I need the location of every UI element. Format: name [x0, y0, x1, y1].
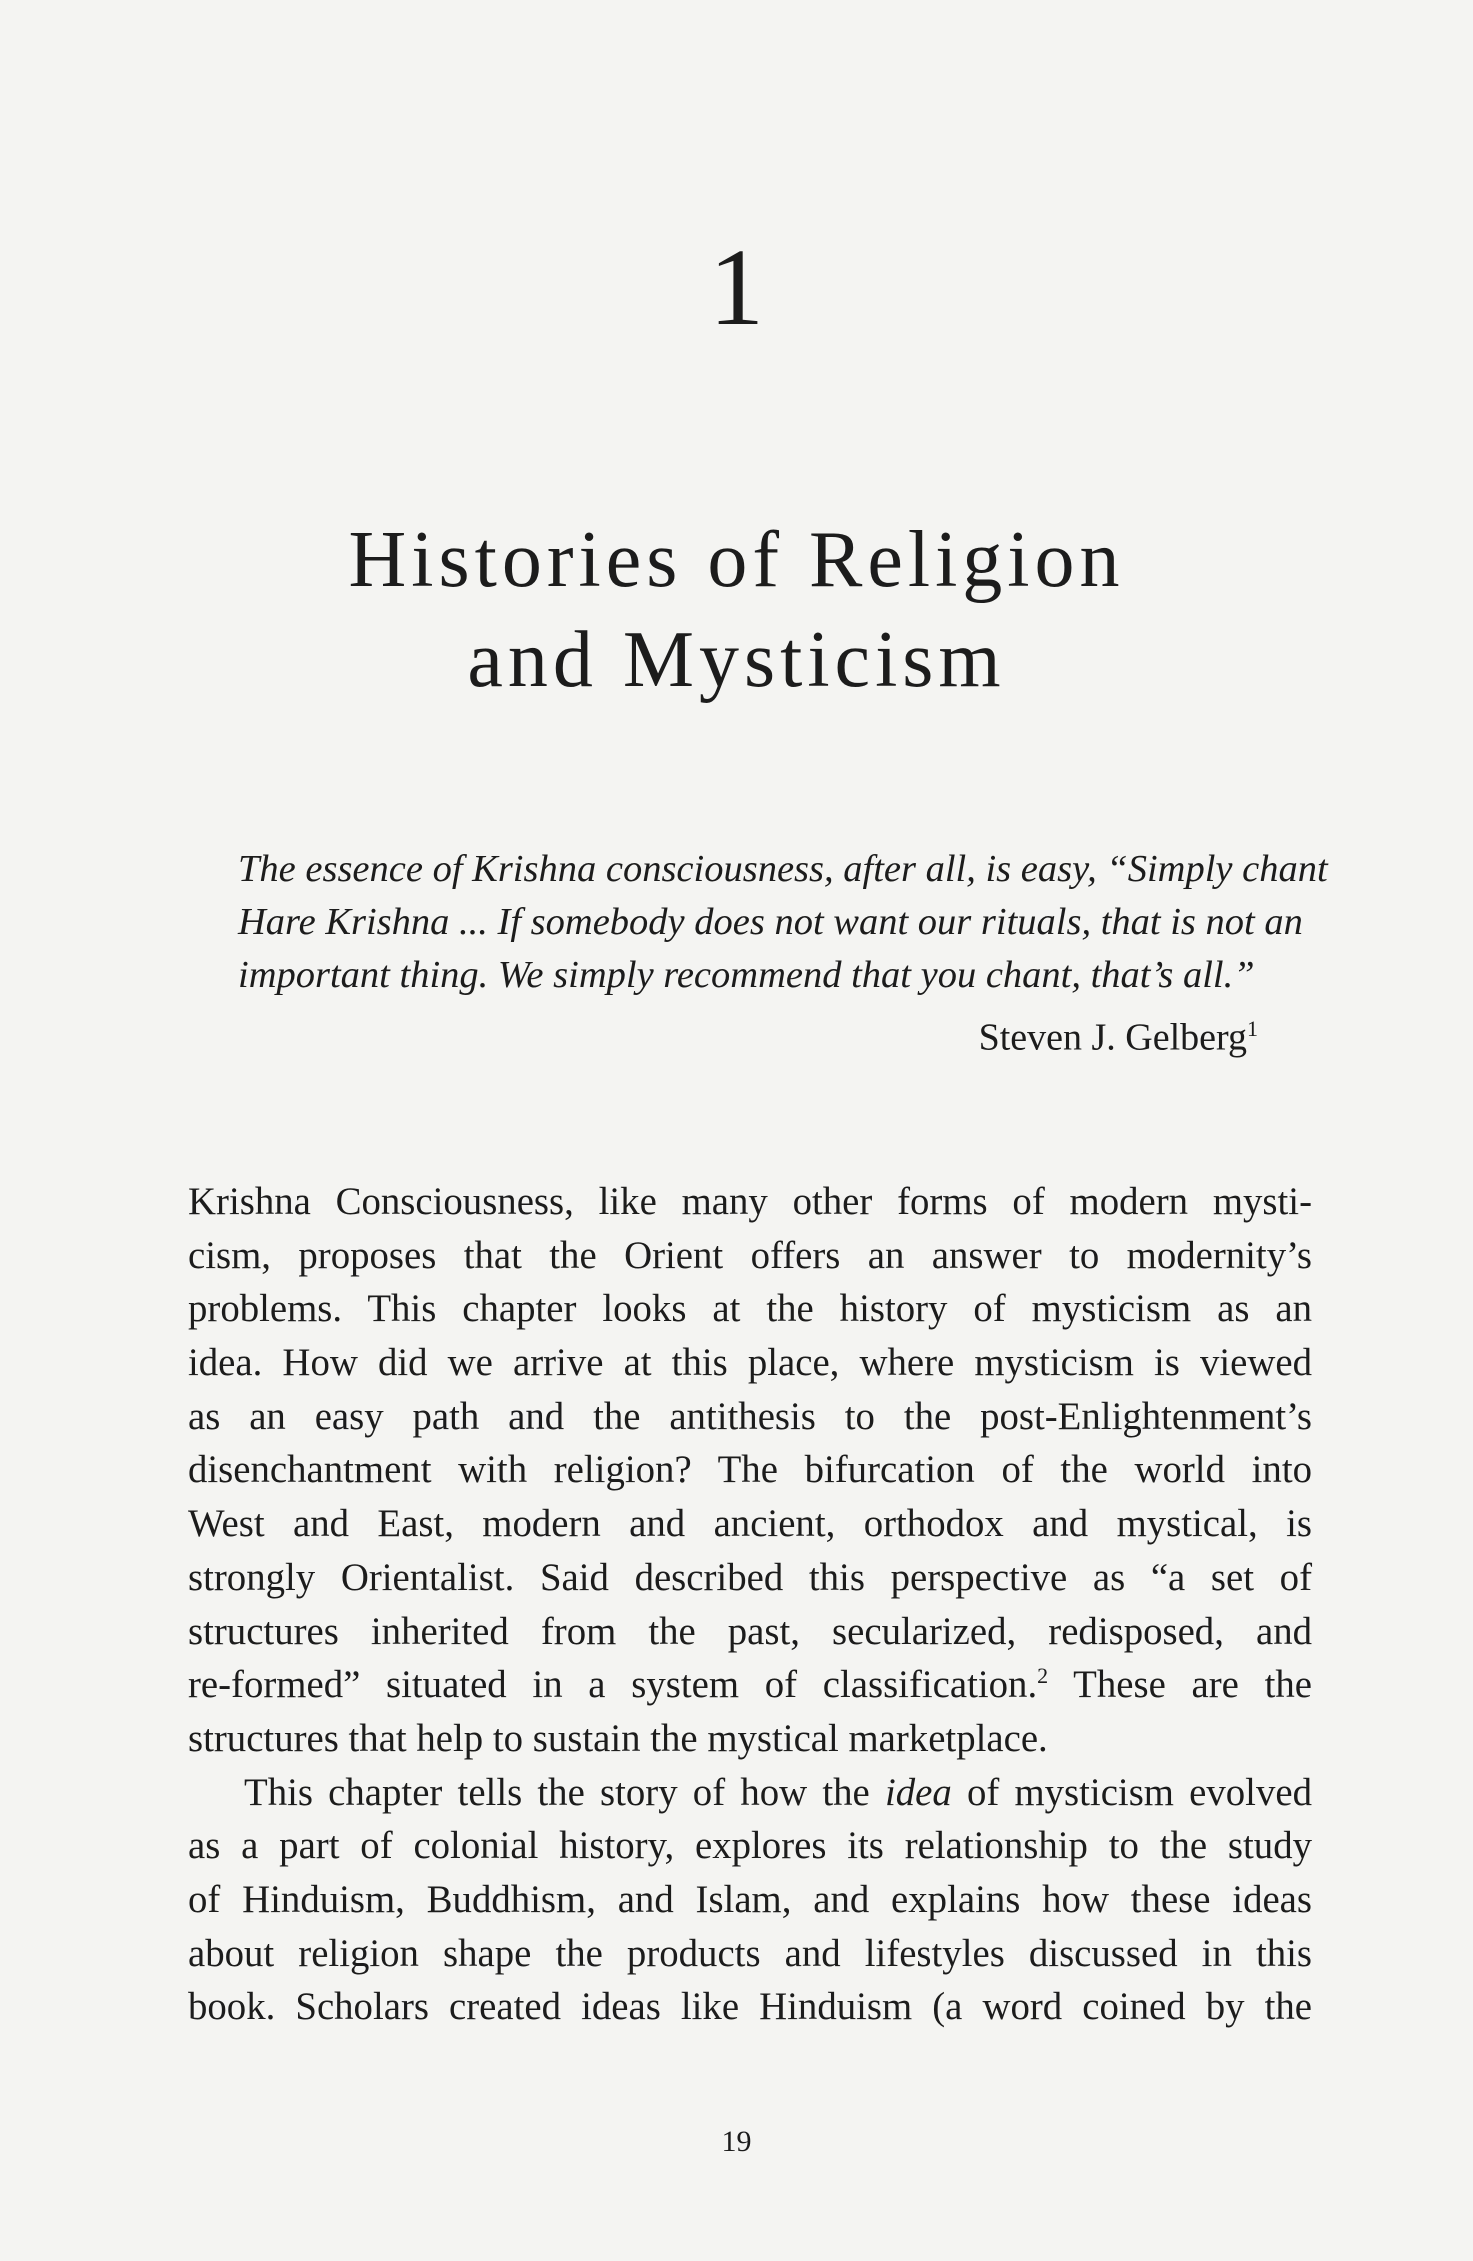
body-text — [188, 1175, 1312, 2034]
epigraph-line: The essence of Krishna consciousness, after all, is easy, “Simply chant — [238, 848, 1328, 890]
paragraph-line: as a part of colonial history, explores its relationship to the study — [188, 1824, 1312, 1868]
paragraph-line: Krishna Consciousness, like many other forms of modern mysti- — [188, 1180, 1312, 1223]
page-number: 19 — [721, 2125, 752, 2158]
paragraph-line — [188, 1766, 1312, 1820]
paragraph-line: book. Scholars created ideas like Hinduism (a word coined by the — [188, 1985, 1312, 2029]
chapter-title — [0, 510, 1473, 710]
epigraph-attribution — [240, 1002, 1258, 1065]
paragraph-line: disenchantment with religion? The bifurcation of the world into — [188, 1448, 1312, 1492]
paragraph-line: about religion shape the products and lifestyles discussed in this — [188, 1931, 1312, 1975]
epigraph-quote — [238, 843, 1328, 1002]
line-text: of mysticism evolved — [951, 1770, 1312, 1814]
paragraph-line: of Hinduism, Buddhism, and Islam, and explains how these ideas — [188, 1877, 1312, 1921]
paragraph-line: structures that help to sustain the mystical marketplace. — [188, 1716, 1048, 1760]
footnote-marker[interactable]: 1 — [1247, 1016, 1258, 1041]
paragraph-line: as an easy path and the antithesis to the post-Enlightenment’s — [188, 1394, 1312, 1438]
emphasis-text: idea — [884, 1770, 952, 1814]
paragraph-line: strongly Orientalist. Said described this perspective as “a set of — [188, 1555, 1312, 1599]
chapter-title-line-1: Histories of Religion — [348, 516, 1125, 604]
paragraph-line: West and East, modern and ancient, orthodox and mystical, is — [188, 1502, 1312, 1546]
line-text: These are the — [1048, 1663, 1312, 1707]
paragraph-line: cism, proposes that the Orient offers an answer to modernity’s — [188, 1233, 1312, 1277]
line-text: This chapter tells the story of how the — [244, 1770, 885, 1814]
line-text: re-formed” situated in a system of classification. — [188, 1663, 1038, 1707]
paragraph-line — [188, 1658, 1312, 1712]
paragraph-line: structures inherited from the past, secularized, redisposed, and — [188, 1609, 1312, 1653]
paragraph-line: problems. This chapter looks at the history of mysticism as an — [188, 1287, 1312, 1331]
attribution-author: Steven J. Gelberg — [978, 1016, 1247, 1059]
epigraph-line: Hare Krishna ... If somebody does not want our rituals, that is not an — [238, 901, 1303, 943]
footnote-marker[interactable]: 2 — [1037, 1663, 1049, 1689]
chapter-title-line-2: and Mysticism — [467, 616, 1006, 704]
epigraph-line: important thing. We simply recommend that you chant, that’s all.” — [238, 954, 1255, 996]
paragraph-line: idea. How did we arrive at this place, where mysticism is viewed — [188, 1341, 1312, 1385]
chapter-number: 1 — [709, 226, 764, 348]
